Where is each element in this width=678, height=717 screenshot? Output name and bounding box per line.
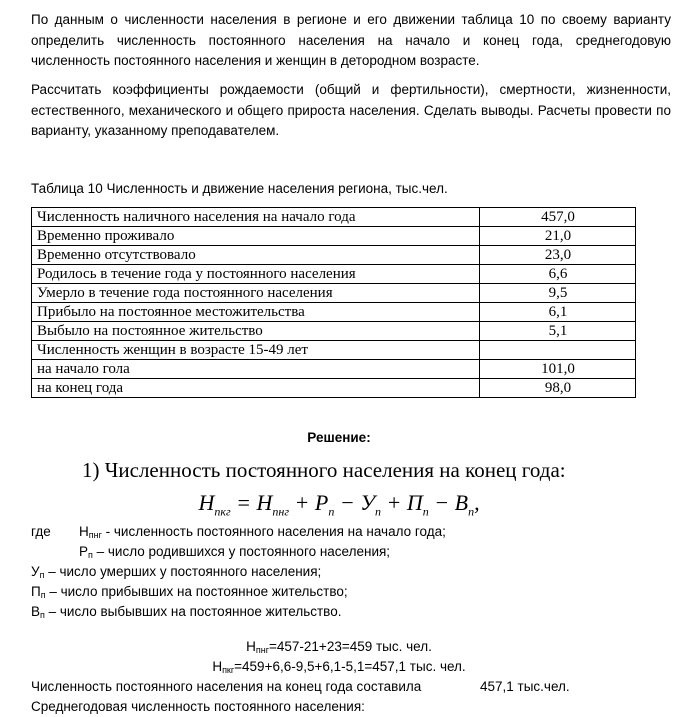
row-label: Временно проживало <box>32 227 480 246</box>
table-row <box>32 379 636 398</box>
row-label: на начало гола <box>32 360 480 379</box>
row-value: 9,5 <box>480 284 636 303</box>
row-label: Численность женщин в возрасте 15-49 лет <box>32 341 480 360</box>
row-label: Умерло в течение года постоянного населения <box>32 284 480 303</box>
row-label: Прибыло на постоянное местожительства <box>32 303 480 322</box>
formula-subscript: пкг <box>214 504 231 519</box>
definition-text: – число родившихся у постоянного населения; <box>92 544 391 559</box>
table-row <box>32 303 636 322</box>
formula-comma: , <box>474 490 480 515</box>
calc-text: =459+6,6-9,5+6,1-5,1=457,1 тыс. чел. <box>234 659 466 674</box>
task-paragraph-1: По данным о численности населения в регионе и его движении таблица 10 по своему варианту определить численность постоянного населения на начало и конец года, среднегодовую численность постоянного населения и женщин в детородном возрасте. <box>31 12 671 68</box>
formula-subscript: п <box>328 504 335 519</box>
formula-symbol: Н <box>198 490 215 515</box>
formula-symbol: В <box>454 490 469 515</box>
definition-text: – число прибывших на постоянное жительство; <box>45 584 348 599</box>
calc-text: =457-21+23=459 тыс. чел. <box>269 639 432 654</box>
where-label: где <box>31 524 51 539</box>
table-caption: Таблица 10 Численность и движение населения региона, тыс.чел. <box>31 181 448 196</box>
definition-text: - численность постоянного населения на начало года; <box>101 524 446 539</box>
formula-operator: − <box>339 490 355 515</box>
formula-operator: + <box>294 490 310 515</box>
definition-symbol: П <box>31 584 41 599</box>
definition-subscript: п <box>88 550 93 560</box>
formula-subscript: пнг <box>272 504 290 519</box>
row-value: 6,6 <box>480 265 636 284</box>
formula <box>0 490 678 519</box>
calculation-end <box>0 659 678 675</box>
calc-subscript: пкг <box>222 665 235 675</box>
row-value: 5,1 <box>480 322 636 341</box>
formula-subscript: п <box>468 504 475 519</box>
formula-subscript: п <box>375 504 381 519</box>
definition-symbol: Р <box>79 544 89 559</box>
row-value: 6,1 <box>480 303 636 322</box>
formula-operator: = <box>236 490 251 515</box>
definition-subscript: п <box>40 590 46 600</box>
definition-symbol: Н <box>79 524 89 539</box>
table-row <box>32 265 636 284</box>
table-row <box>32 360 636 379</box>
calc-symbol: Н <box>246 639 256 654</box>
table-row <box>32 284 636 303</box>
table-row <box>32 246 636 265</box>
definition-symbol: В <box>31 604 41 619</box>
definition-subscript: п <box>39 570 45 580</box>
calc-subscript: пнг <box>255 645 270 655</box>
row-label: Временно отсутствовало <box>32 246 480 265</box>
table-row <box>32 322 636 341</box>
row-value: 21,0 <box>480 227 636 246</box>
average-label: Среднегодовая численность постоянного населения: <box>31 699 365 714</box>
formula-symbol: Р <box>314 490 329 515</box>
step1-title: 1) Численность постоянного населения на конец года: <box>82 458 566 482</box>
row-value: 98,0 <box>480 379 636 398</box>
formula-operator: + <box>386 490 402 515</box>
table-row <box>32 227 636 246</box>
definition-text: – число умерших у постоянного населения; <box>44 564 322 579</box>
table-row <box>32 341 636 360</box>
task-paragraph-2: Рассчитать коэффициенты рождаемости (общий и фертильности), смертности, жизненности, естественного, механического и общего прироста населения. Сделать выводы. Расчеты провести по варианту, указанному преподавателем. <box>31 82 671 138</box>
row-label: Родилось в течение года у постоянного населения <box>32 265 480 284</box>
row-value: 23,0 <box>480 246 636 265</box>
formula-symbol: Н <box>256 490 273 515</box>
row-value: 457,0 <box>480 208 636 227</box>
definition-subscript: пнг <box>88 530 102 540</box>
definition-symbol: У <box>31 564 40 579</box>
row-value: 101,0 <box>480 360 636 379</box>
row-label: на конец года <box>32 379 480 398</box>
formula-symbol: У <box>360 490 375 515</box>
definition-text: – число выбывших на постоянное жительство. <box>44 604 342 619</box>
calculation-start <box>0 639 678 655</box>
formula-operator: − <box>434 490 450 515</box>
row-value <box>480 341 636 360</box>
solution-heading: Решение: <box>307 430 371 445</box>
definition-line <box>31 602 341 625</box>
formula-symbol: П <box>406 490 423 515</box>
result-value: 457,1 тыс.чел. <box>480 679 570 694</box>
row-label: Численность наличного населения на начало года <box>32 208 480 227</box>
calc-symbol: Н <box>212 659 223 674</box>
row-label: Выбыло на постоянное жительство <box>32 322 480 341</box>
table-row <box>32 208 636 227</box>
result-label: Численность постоянного населения на конец года составила <box>31 679 422 694</box>
formula-subscript: п <box>422 504 429 519</box>
population-table <box>31 207 636 398</box>
definition-subscript: п <box>40 610 45 620</box>
